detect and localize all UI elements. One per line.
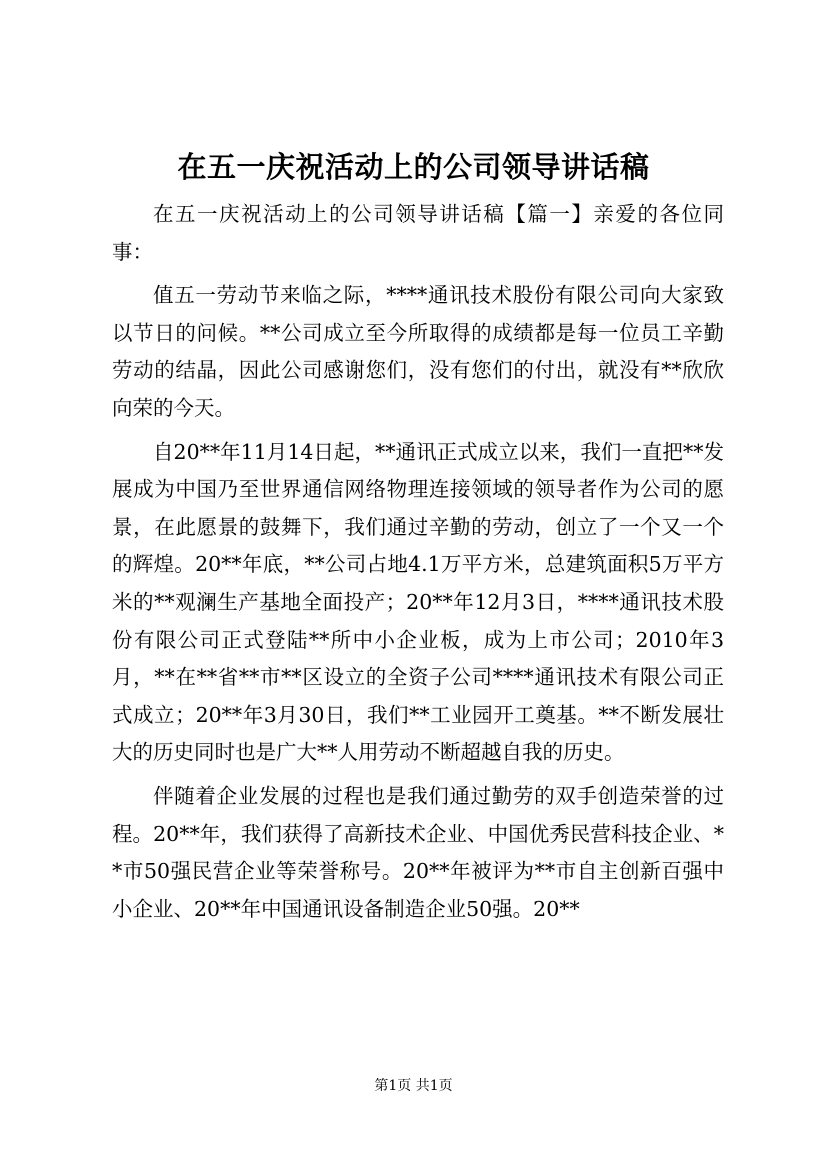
document-body — [112, 196, 724, 934]
paragraph-company-history: 自20**年11月14日起，**通讯正式成立以来，我们一直把**发展成为中国乃至世界通信网络物理连接领域的领导者作为公司的愿景，在此愿景的鼓舞下，我们通过辛勤的劳动，创立了一个又一个的辉煌。20**年底，**公司占地4.1万平方米，总建筑面积5万平方米的**观澜生产基地全面投产；20**年12月3日，****通讯技术股份有限公司正式登陆**所中小企业板，成为上市公司；2010年3月，**在**省**市**区设立的全资子公司****通讯技术有限公司正式成立；20**年3月30日，我们**工业园开工奠基。**不断发展壮大的历史同时也是广大**人用劳动不断超越自我的历史。 — [112, 439, 724, 765]
document-title: 在五一庆祝活动上的公司领导讲话稿 — [177, 150, 650, 184]
paragraph-honors: 伴随着企业发展的过程也是我们通过勤劳的双手创造荣誉的过程。20**年，我们获得了高新技术企业、中国优秀民营科技企业、**市50强民营企业等荣誉称号。20**年被评为**市自主创新百强中小企业、20**年中国通讯设备制造企业50强。20** — [112, 783, 724, 921]
page-footer: 第1页 共1页 — [374, 1078, 453, 1094]
paragraph-holiday-greeting: 值五一劳动节来临之际，****通讯技术股份有限公司向大家致以节日的问候。**公司成立至今所取得的成绩都是每一位员工辛勤劳动的结晶，因此公司感谢您们，没有您们的付出，就没有**欣欣向荣的今天。 — [112, 283, 724, 420]
paragraph-greeting: 在五一庆祝活动上的公司领导讲话稿【篇一】亲爱的各位同事： — [112, 202, 724, 264]
